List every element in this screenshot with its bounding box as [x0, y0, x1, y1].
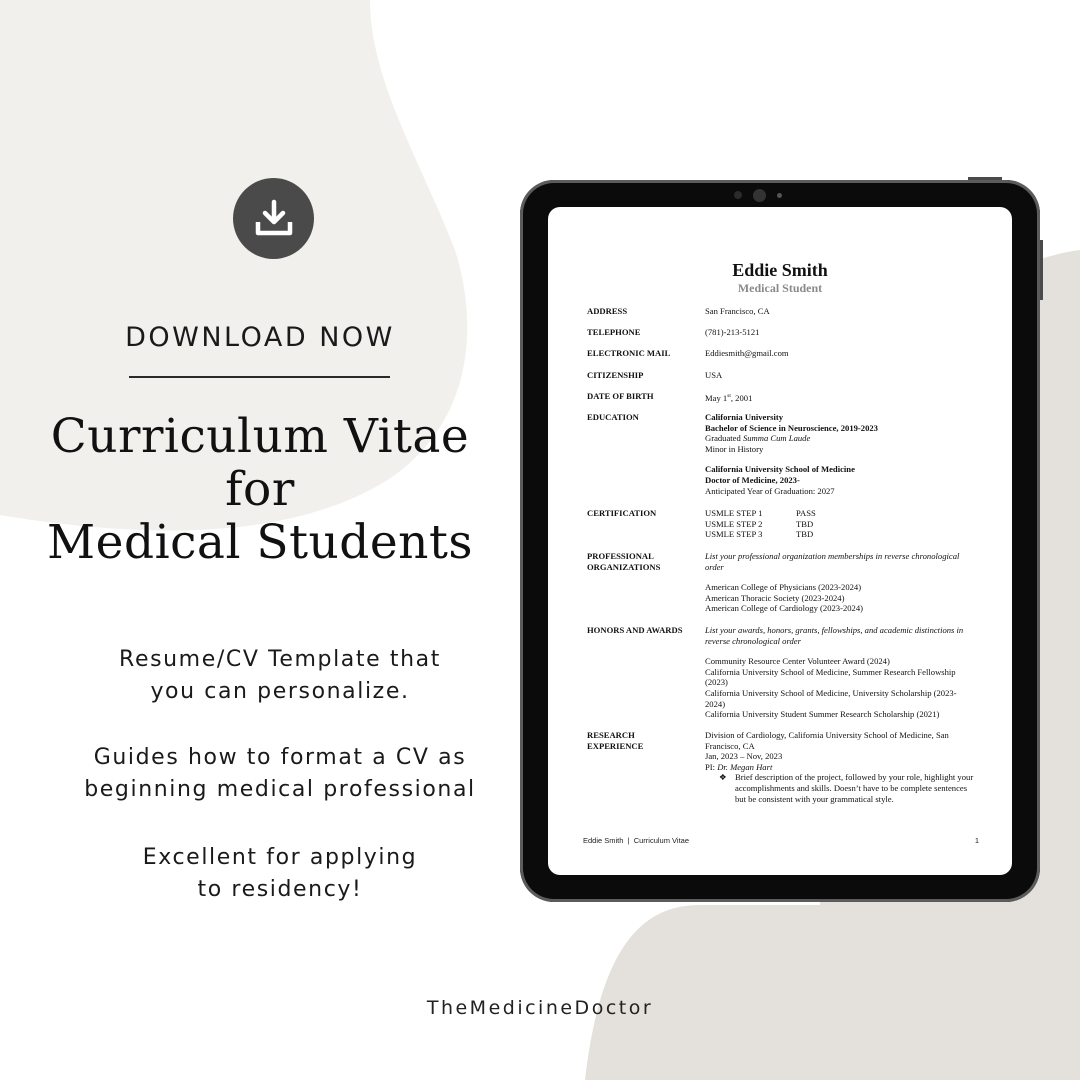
title-line: Curriculum Vitae	[50, 409, 470, 464]
download-icon	[251, 196, 297, 242]
tablet-device	[520, 180, 1040, 902]
cv-value	[705, 508, 975, 540]
dob-text: May 1	[705, 392, 728, 403]
award-item: California University School of Medicine, University Scholarship (2023-2024)	[705, 687, 957, 709]
cv-value: USA	[705, 370, 723, 380]
sensor-icon	[777, 193, 782, 198]
cv-label: TELEPHONE	[587, 327, 641, 337]
cv-label: DATE OF BIRTH	[587, 391, 654, 401]
research-bullet	[719, 772, 975, 804]
research-department: Division of Cardiology, California University School of Medicine, San Francisco, CA	[705, 730, 949, 751]
edu-honor-text: Summa Cum Laude	[742, 433, 811, 444]
cv-label: CITIZENSHIP	[587, 370, 644, 380]
page-number: 1	[974, 836, 979, 845]
cv-value: Eddiesmith@gmail.com	[705, 348, 789, 358]
cert-result: TBD	[796, 518, 814, 529]
cv-label	[587, 730, 702, 751]
cv-label: CERTIFICATION	[587, 508, 657, 518]
camera-icon	[753, 189, 766, 202]
cv-document	[548, 207, 1012, 875]
cv-label: HONORS AND AWARDS	[587, 625, 683, 635]
award-item: Community Resource Center Volunteer Award (2024)	[705, 656, 890, 667]
cv-value: (781)-213-5121	[705, 327, 760, 337]
award-item: California University School of Medicine, Summer Research Fellowship (2023)	[705, 666, 956, 688]
edu-school: California University School of Medicine	[705, 464, 855, 475]
description-guides	[20, 742, 540, 806]
brand-name: TheMedicineDoctor	[426, 997, 654, 1019]
dob-sup: st	[727, 393, 731, 399]
cv-label-line: PROFESSIONAL	[587, 551, 654, 561]
edu-anticipated: Anticipated Year of Graduation: 2027	[705, 485, 835, 496]
title-line: for	[225, 462, 295, 517]
tablet-top-button	[968, 177, 1002, 180]
cv-label: ELECTRONIC MAIL	[587, 348, 671, 358]
cv-label-line: ORGANIZATIONS	[587, 561, 661, 572]
org-item: American College of Cardiology (2023-2024)	[705, 603, 863, 614]
cv-name: Eddie Smith	[732, 260, 828, 280]
cv-value	[705, 412, 975, 496]
research-dates: Jan, 2023 – Nov, 2023	[705, 751, 783, 762]
section-hint: List your awards, honors, grants, fellowships, and academic distinctions in reverse chronological order	[705, 625, 964, 646]
cv-label-line: EXPERIENCE	[587, 740, 644, 751]
description-personalize	[20, 644, 540, 708]
download-now-label: DOWNLOAD NOW	[125, 322, 395, 353]
tablet-side-button	[1040, 240, 1043, 300]
cert-exam: USMLE STEP 2	[705, 518, 763, 529]
award-item: California University Student Summer Research Scholarship (2021)	[705, 709, 940, 720]
camera-icon	[734, 191, 742, 199]
edu-degree: Bachelor of Science in Neuroscience, 2019-2023	[705, 422, 878, 433]
description-line: Excellent for applying	[142, 845, 418, 870]
title-line: Medical Students	[47, 515, 473, 570]
cv-value	[705, 730, 975, 804]
cv-value	[705, 625, 975, 720]
divider	[129, 376, 390, 378]
cv-label-line: RESEARCH	[587, 730, 635, 740]
section-hint: List your professional organization memberships in reverse chronological order	[705, 551, 960, 572]
dob-text: , 2001	[730, 392, 753, 403]
research-bullet-text: Brief description of the project, followed by your role, highlight your accomplishments and skills. Doesn’t have to be complete sentences but be consistent with your grammatical style.	[735, 772, 974, 804]
cert-item	[705, 529, 975, 540]
cert-item	[705, 519, 975, 530]
edu-school: California University	[705, 412, 784, 422]
diamond-bullet-icon: ❖	[719, 772, 727, 783]
cert-result: TBD	[796, 529, 814, 540]
cv-label: EDUCATION	[587, 412, 639, 422]
research-pi	[705, 762, 975, 773]
org-item: American College of Physicians (2023-2024)	[705, 582, 862, 593]
description-line: you can personalize.	[150, 679, 410, 704]
edu-honor-pre: Graduated	[705, 433, 743, 444]
org-item: American Thoracic Society (2023-2024)	[705, 592, 845, 603]
description-line: to residency!	[197, 877, 363, 902]
edu-honor	[705, 433, 975, 444]
footer-left: Eddie Smith | Curriculum Vitae	[583, 836, 690, 845]
research-pi-name: Dr. Megan Hart	[717, 761, 773, 772]
download-button[interactable]	[233, 178, 314, 259]
description-residency	[20, 842, 540, 906]
description-line: Resume/CV Template that	[119, 647, 441, 672]
cv-value: San Francisco, CA	[705, 306, 770, 316]
research-pi-prefix: PI:	[705, 761, 718, 772]
cv-footer	[583, 836, 979, 845]
product-title	[20, 410, 500, 569]
description-line: Guides how to format a CV as	[93, 745, 467, 770]
cv-label: ADDRESS	[587, 306, 628, 316]
cv-value	[705, 551, 975, 614]
cv-value	[705, 391, 975, 403]
description-line: beginning medical professional	[84, 777, 476, 802]
tablet-screen	[548, 207, 1012, 875]
cert-item	[705, 508, 975, 519]
cert-exam: USMLE STEP 1	[705, 508, 763, 518]
cert-exam: USMLE STEP 3	[705, 529, 763, 540]
cv-label	[587, 551, 702, 572]
edu-minor: Minor in History	[705, 443, 764, 454]
cert-result: PASS	[796, 508, 816, 518]
edu-degree: Doctor of Medicine, 2023-	[705, 474, 800, 485]
cv-role: Medical Student	[737, 281, 823, 295]
